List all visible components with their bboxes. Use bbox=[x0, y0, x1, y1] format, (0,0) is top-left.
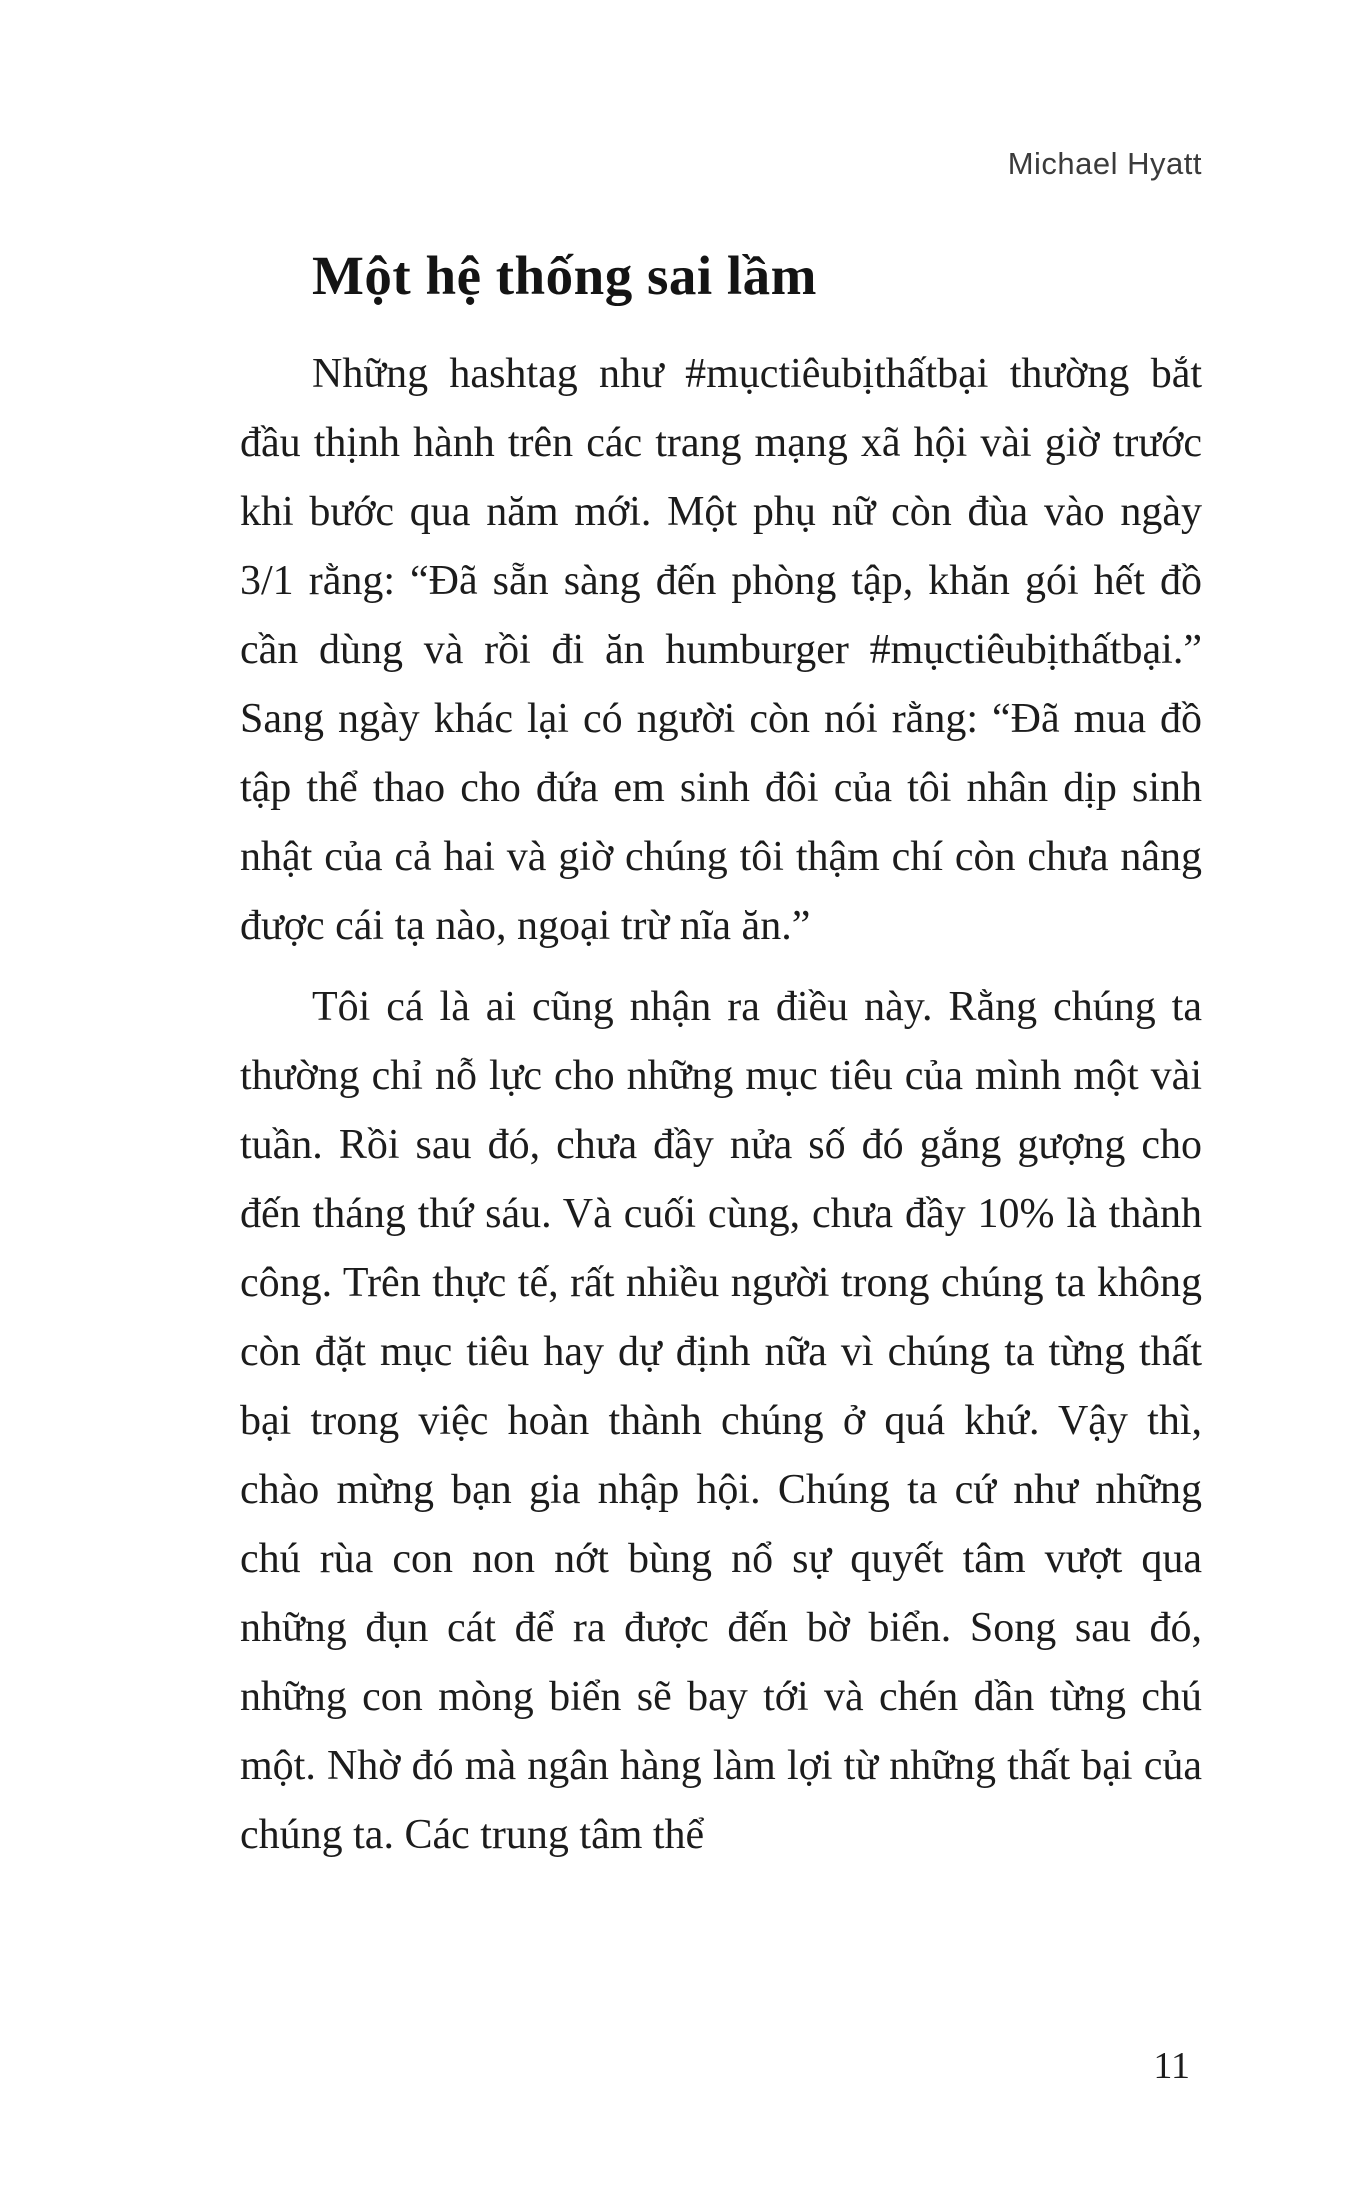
body-text bbox=[240, 340, 1202, 1882]
page-number: 11 bbox=[1153, 2045, 1190, 2087]
paragraph-2: Tôi cá là ai cũng nhận ra điều này. Rằng chúng ta thường chỉ nỗ lực cho những mục tiêu của mình một vài tuần. Rồi sau đó, chưa đầy nửa số đó gắng gượng cho đến tháng thứ sáu. Và cuối cùng, chưa đầy 10% là thành công. Trên thực tế, rất nhiều người trong chúng ta không còn đặt mục tiêu hay dự định nữa vì chúng ta từng thất bại trong việc hoàn thành chúng ở quá khứ. Vậy thì, chào mừng bạn gia nhập hội. Chúng ta cứ như những chú rùa con non nớt bùng nổ sự quyết tâm vượt qua những đụn cát để ra được đến bờ biển. Song sau đó, những con mòng biển sẽ bay tới và chén dần từng chú một. Nhờ đó mà ngân hàng làm lợi từ những thất bại của chúng ta. Các trung tâm thể bbox=[240, 984, 1202, 1858]
running-header-author: Michael Hyatt bbox=[1007, 146, 1202, 181]
paragraph-1: Những hashtag như #mụctiêubịthấtbại thường bắt đầu thịnh hành trên các trang mạng xã hội vài giờ trước khi bước qua năm mới. Một phụ nữ còn đùa vào ngày 3/1 rằng: “Đã sẵn sàng đến phòng tập, khăn gói hết đồ cần dùng và rồi đi ăn humburger #mụctiêubịthấtbại.” Sang ngày khác lại có người còn nói rằng: “Đã mua đồ tập thể thao cho đứa em sinh đôi của tôi nhân dịp sinh nhật của cả hai và giờ chúng tôi thậm chí còn chưa nâng được cái tạ nào, ngoại trừ nĩa ăn.” bbox=[240, 351, 1202, 949]
section-title: Một hệ thống sai lầm bbox=[312, 245, 817, 306]
